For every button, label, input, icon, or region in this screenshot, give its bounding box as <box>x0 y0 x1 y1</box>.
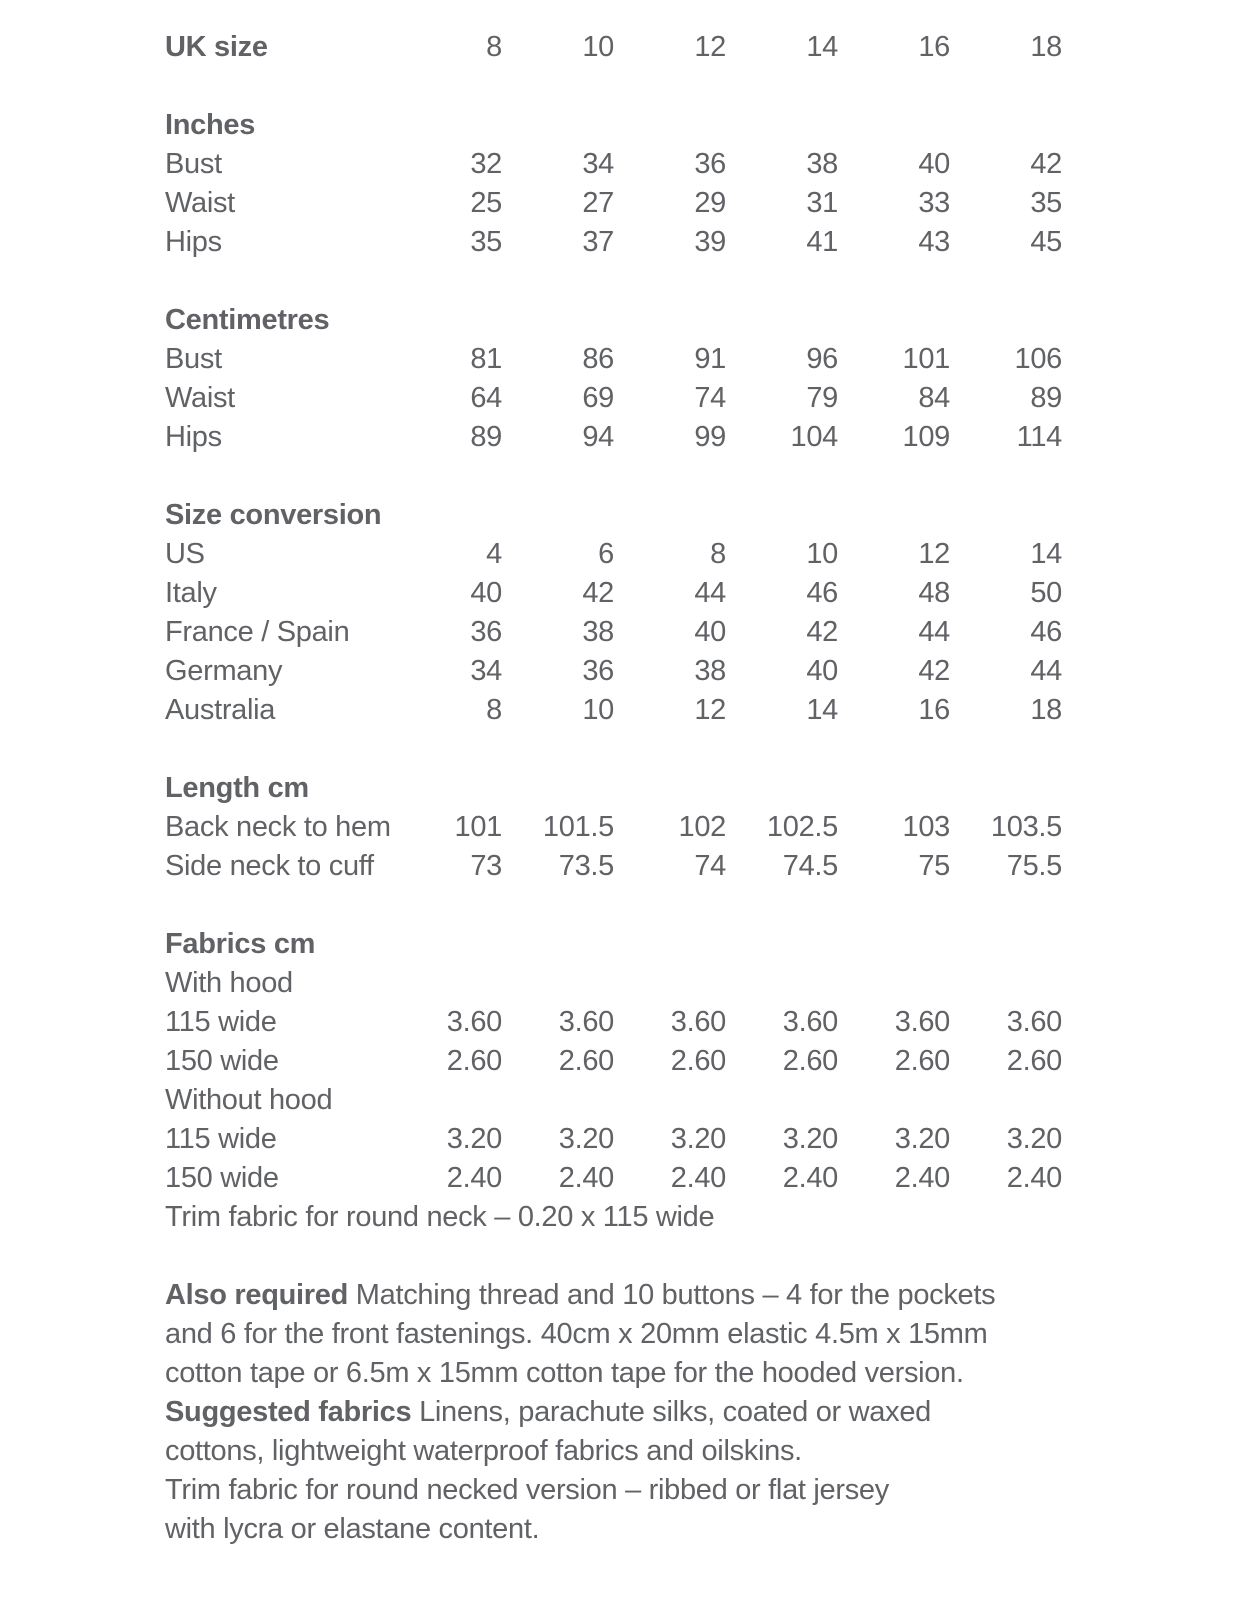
section-spacer <box>165 730 1240 769</box>
table-row <box>165 379 1240 418</box>
section-spacer <box>165 67 1240 106</box>
section-heading-row <box>165 106 1240 145</box>
table-cell: 40 <box>694 616 726 648</box>
row-label: 115 wide <box>165 1123 277 1155</box>
table-cell: 2.60 <box>446 1045 502 1077</box>
row-label: US <box>165 538 205 570</box>
table-cell: 89 <box>1030 382 1062 414</box>
table-cell: 2.60 <box>1006 1045 1062 1077</box>
table-cell: 42 <box>582 577 614 609</box>
table-cell: 73 <box>470 850 502 882</box>
table-cell: 37 <box>582 226 614 258</box>
table-cell: 2.40 <box>894 1162 950 1194</box>
table-cell: 101 <box>902 343 950 375</box>
row-label: Hips <box>165 421 222 453</box>
table-cell: 32 <box>470 148 502 180</box>
row-label: 150 wide <box>165 1045 279 1077</box>
row-label: Hips <box>165 226 222 258</box>
table-cell: 3.60 <box>558 1006 614 1038</box>
note-line <box>165 1354 1240 1393</box>
table-cell: 64 <box>470 382 502 414</box>
table-cell: 8 <box>710 538 726 570</box>
table-cell: 75 <box>918 850 950 882</box>
table-row <box>165 964 1240 1003</box>
table-cell: 101.5 <box>542 811 614 843</box>
note-text: cottons, lightweight waterproof fabrics and oilskins. <box>165 1435 802 1467</box>
table-cell: 2.60 <box>670 1045 726 1077</box>
section-heading-row <box>165 925 1240 964</box>
table-cell: 102 <box>678 811 726 843</box>
table-cell: 48 <box>918 577 950 609</box>
table-cell: 99 <box>694 421 726 453</box>
table-row <box>165 1159 1240 1198</box>
table-cell: 86 <box>582 343 614 375</box>
table-cell: 103.5 <box>990 811 1062 843</box>
table-cell: 34 <box>582 148 614 180</box>
note-text: cotton tape or 6.5m x 15mm cotton tape for the hooded version. <box>165 1357 964 1389</box>
table-cell: 44 <box>918 616 950 648</box>
table-cell: 96 <box>806 343 838 375</box>
note-bold-label: Also required <box>165 1279 349 1311</box>
table-cell: 79 <box>806 382 838 414</box>
table-cell: 41 <box>806 226 838 258</box>
note-line <box>165 1510 1240 1549</box>
table-cell: 36 <box>582 655 614 687</box>
table-cell: 114 <box>1016 421 1062 453</box>
table-cell: 44 <box>1030 655 1062 687</box>
table-cell: 74.5 <box>782 850 838 882</box>
table-row <box>165 1003 1240 1042</box>
table-cell: 44 <box>694 577 726 609</box>
table-cell: 3.20 <box>558 1123 614 1155</box>
row-label: Australia <box>165 694 276 726</box>
table-cell: 84 <box>918 382 950 414</box>
table-cell: 33 <box>918 187 950 219</box>
table-cell: 34 <box>470 655 502 687</box>
table-cell: 73.5 <box>558 850 614 882</box>
table-cell: 2.40 <box>782 1162 838 1194</box>
table-row <box>165 574 1240 613</box>
table-cell: 3.20 <box>446 1123 502 1155</box>
note-text: Matching thread and 10 buttons – 4 for the pockets <box>348 1279 996 1311</box>
note-line <box>165 1432 1240 1471</box>
table-cell: 40 <box>470 577 502 609</box>
note-text: Linens, parachute silks, coated or waxed <box>411 1396 931 1428</box>
table-cell: 2.40 <box>558 1162 614 1194</box>
table-cell: 42 <box>918 655 950 687</box>
table-cell: 50 <box>1030 577 1062 609</box>
table-note-row <box>165 1198 1240 1237</box>
table-cell: 18 <box>1030 694 1062 726</box>
table-cell: 43 <box>918 226 950 258</box>
row-label: Bust <box>165 148 222 180</box>
row-label: Without hood <box>165 1084 333 1116</box>
table-cell: 3.60 <box>670 1006 726 1038</box>
table-row <box>165 808 1240 847</box>
table-cell: 3.20 <box>670 1123 726 1155</box>
table-cell: 3.60 <box>1006 1006 1062 1038</box>
table-cell: 29 <box>694 187 726 219</box>
table-cell: 10 <box>582 31 614 63</box>
table-cell: 2.60 <box>894 1045 950 1077</box>
table-row <box>165 223 1240 262</box>
note-line <box>165 1393 1240 1432</box>
table-cell: 74 <box>694 382 726 414</box>
notes-block <box>165 1276 1240 1549</box>
note-text: with lycra or elastane content. <box>165 1513 540 1545</box>
section-heading-row <box>165 769 1240 808</box>
table-cell: 91 <box>694 343 726 375</box>
table-cell: 42 <box>806 616 838 648</box>
table-cell: 6 <box>598 538 614 570</box>
table-row <box>165 340 1240 379</box>
table-cell: 45 <box>1030 226 1062 258</box>
table-cell: 12 <box>694 31 726 63</box>
table-cell: 14 <box>1030 538 1062 570</box>
table-cell: 16 <box>918 694 950 726</box>
table-cell: 75.5 <box>1006 850 1062 882</box>
table-cell: 3.20 <box>894 1123 950 1155</box>
table-cell: 3.20 <box>1006 1123 1062 1155</box>
table-cell: 81 <box>470 343 502 375</box>
table-row <box>165 1081 1240 1120</box>
note-line <box>165 1276 1240 1315</box>
row-label: Side neck to cuff <box>165 850 374 882</box>
table-cell: 74 <box>694 850 726 882</box>
table-cell: 38 <box>694 655 726 687</box>
table-cell: 69 <box>582 382 614 414</box>
table-cell: 3.60 <box>782 1006 838 1038</box>
section-spacer <box>165 457 1240 496</box>
table-cell: 94 <box>582 421 614 453</box>
table-cell: 101 <box>454 811 502 843</box>
table-cell: 2.60 <box>558 1045 614 1077</box>
section-spacer <box>165 262 1240 301</box>
table-cell: 35 <box>1030 187 1062 219</box>
table-cell: 10 <box>582 694 614 726</box>
table-cell: 8 <box>486 31 502 63</box>
row-label: Bust <box>165 343 222 375</box>
table-row <box>165 1042 1240 1081</box>
table-cell: 40 <box>806 655 838 687</box>
row-label: Back neck to hem <box>165 811 391 843</box>
table-cell: 27 <box>582 187 614 219</box>
row-label: Germany <box>165 655 283 687</box>
table-cell: 12 <box>694 694 726 726</box>
table-cell: 38 <box>582 616 614 648</box>
table-cell: 89 <box>470 421 502 453</box>
table-cell: 103 <box>902 811 950 843</box>
section-heading-row <box>165 496 1240 535</box>
table-cell: 109 <box>902 421 950 453</box>
table-row <box>165 691 1240 730</box>
trim-fabric-note: Trim fabric for round neck – 0.20 x 115 wide <box>165 1201 715 1233</box>
table-cell: 104 <box>790 421 838 453</box>
table-title: UK size <box>165 31 268 63</box>
section-heading: Centimetres <box>165 304 330 336</box>
table-cell: 36 <box>470 616 502 648</box>
section-heading: Fabrics cm <box>165 928 316 960</box>
table-cell: 38 <box>806 148 838 180</box>
table-cell: 2.40 <box>1006 1162 1062 1194</box>
table-cell: 8 <box>486 694 502 726</box>
row-label: 150 wide <box>165 1162 279 1194</box>
row-label: Italy <box>165 577 217 609</box>
row-label: Waist <box>165 187 235 219</box>
table-cell: 31 <box>806 187 838 219</box>
table-row <box>165 535 1240 574</box>
table-cell: 10 <box>806 538 838 570</box>
section-heading-row <box>165 301 1240 340</box>
table-cell: 36 <box>694 148 726 180</box>
table-row <box>165 145 1240 184</box>
row-label: With hood <box>165 967 293 999</box>
table-row <box>165 418 1240 457</box>
table-cell: 18 <box>1030 31 1062 63</box>
note-bold-label: Suggested fabrics <box>165 1396 412 1428</box>
table-cell: 2.40 <box>446 1162 502 1194</box>
table-cell: 2.40 <box>670 1162 726 1194</box>
section-heading: Inches <box>165 109 256 141</box>
section-heading: Length cm <box>165 772 309 804</box>
table-cell: 16 <box>918 31 950 63</box>
table-cell: 25 <box>470 187 502 219</box>
table-header-row <box>165 28 1240 67</box>
table-cell: 106 <box>1014 343 1062 375</box>
note-line <box>165 1471 1240 1510</box>
note-text: and 6 for the front fastenings. 40cm x 20mm elastic 4.5m x 15mm <box>165 1318 988 1350</box>
table-cell: 12 <box>918 538 950 570</box>
table-row <box>165 1120 1240 1159</box>
table-row <box>165 847 1240 886</box>
table-row <box>165 184 1240 223</box>
table-cell: 40 <box>918 148 950 180</box>
table-cell: 42 <box>1030 148 1062 180</box>
table-cell: 46 <box>1030 616 1062 648</box>
note-text: Trim fabric for round necked version – ribbed or flat jersey <box>165 1474 889 1506</box>
table-cell: 4 <box>486 538 502 570</box>
table-cell: 14 <box>806 694 838 726</box>
table-cell: 46 <box>806 577 838 609</box>
table-cell: 102.5 <box>766 811 838 843</box>
table-cell: 3.20 <box>782 1123 838 1155</box>
row-label: Waist <box>165 382 235 414</box>
row-label: France / Spain <box>165 616 350 648</box>
row-label: 115 wide <box>165 1006 277 1038</box>
table-cell: 39 <box>694 226 726 258</box>
note-line <box>165 1315 1240 1354</box>
size-table <box>165 28 1240 1237</box>
table-cell: 35 <box>470 226 502 258</box>
table-cell: 3.60 <box>894 1006 950 1038</box>
table-cell: 14 <box>806 31 838 63</box>
table-cell: 2.60 <box>782 1045 838 1077</box>
section-heading: Size conversion <box>165 499 382 531</box>
section-spacer <box>165 886 1240 925</box>
table-cell: 3.60 <box>446 1006 502 1038</box>
table-row <box>165 613 1240 652</box>
table-row <box>165 652 1240 691</box>
